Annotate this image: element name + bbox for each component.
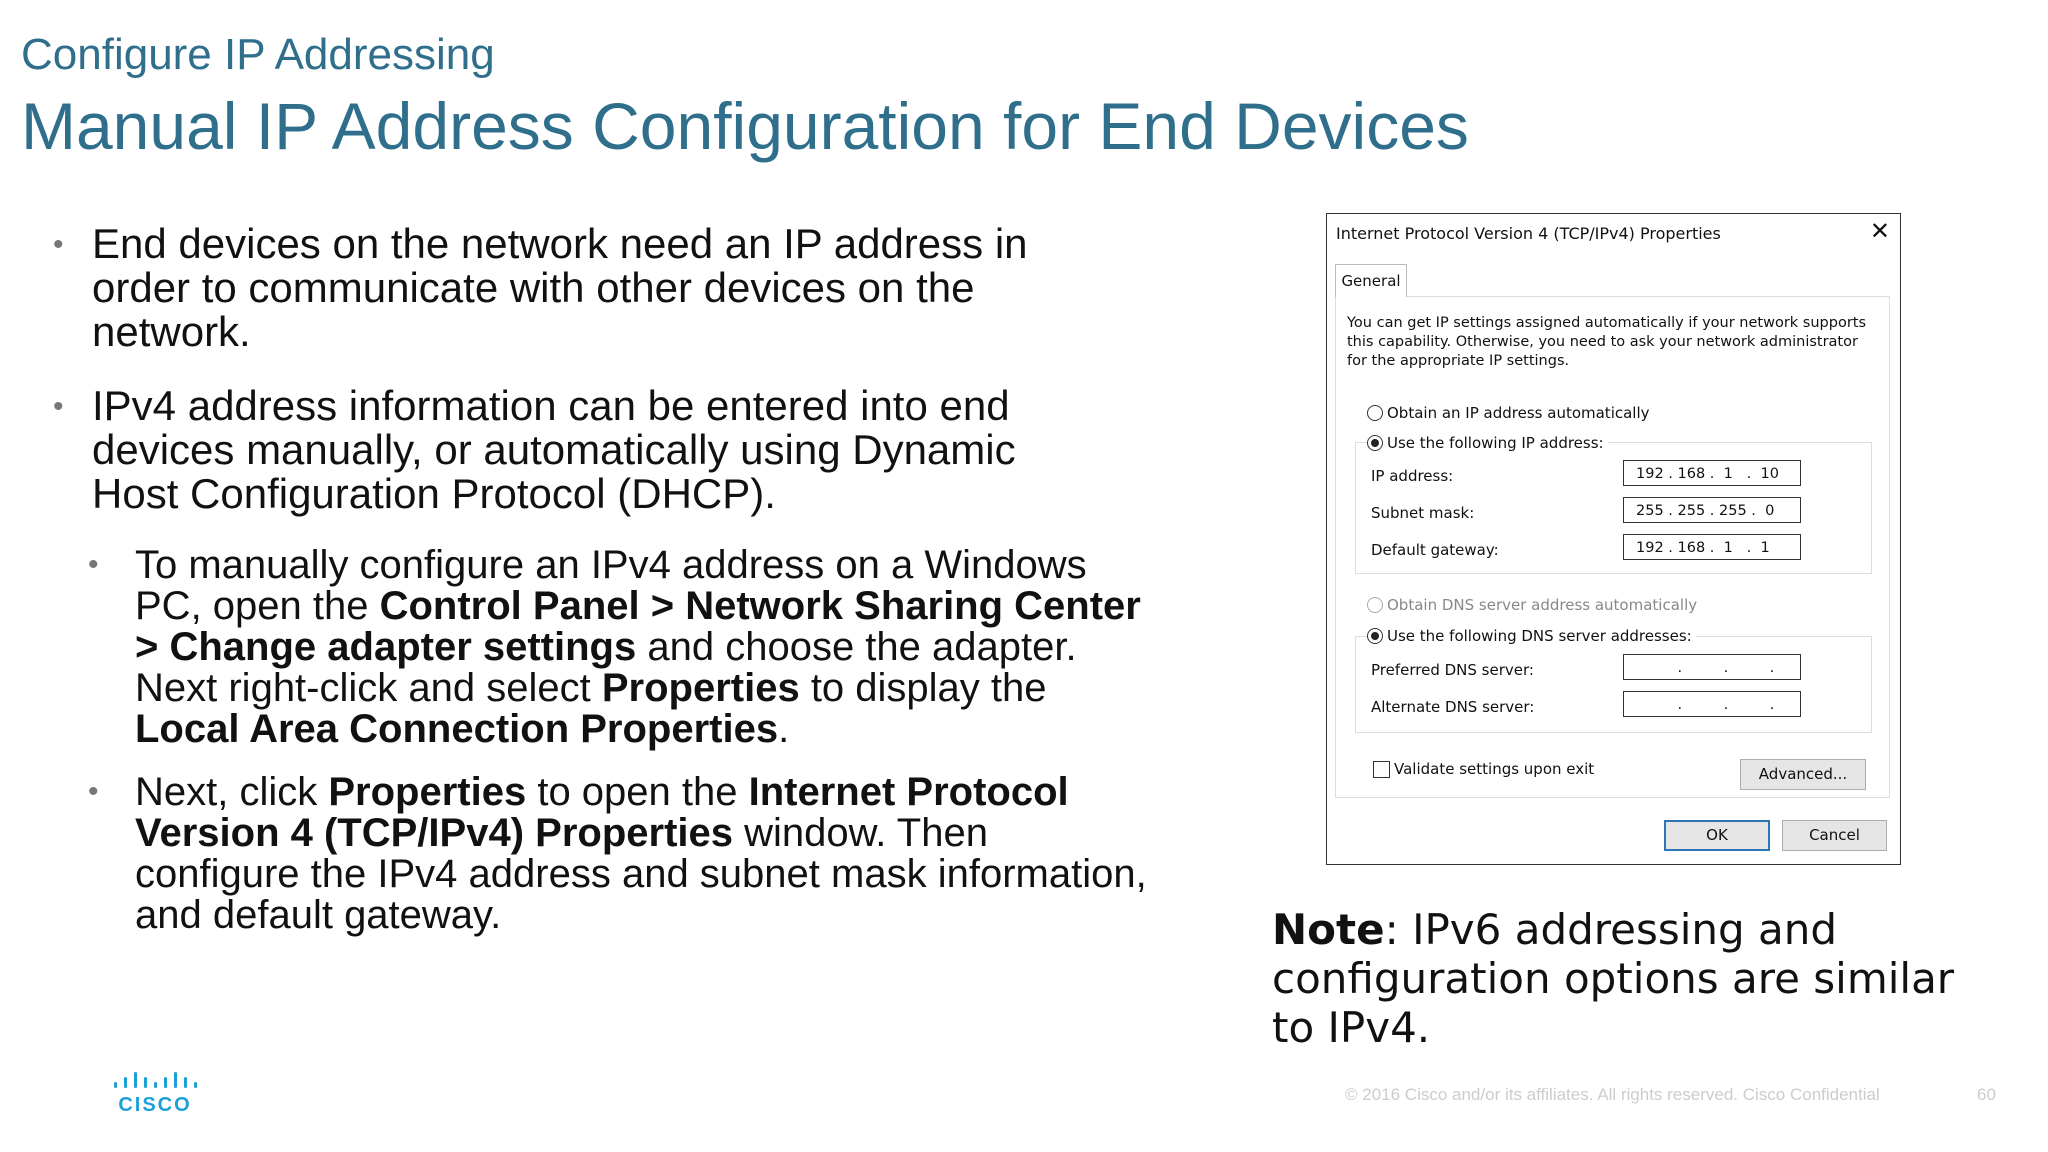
radio-checked-icon [1367, 435, 1383, 451]
dialog-description: You can get IP settings assigned automatically if your network supports this capability. Otherwise, you need to ask your network administrator for the appropriate IP settings. [1347, 315, 1867, 369]
ok-button[interactable]: OK [1664, 820, 1770, 851]
advanced-button[interactable]: Advanced... [1740, 759, 1866, 790]
slide-title: Manual IP Address Configuration for End Devices [21, 89, 1469, 163]
cancel-button[interactable]: Cancel [1782, 820, 1887, 851]
alternate-dns-label: Alternate DNS server: [1371, 698, 1535, 716]
dns-settings-group [1355, 636, 1872, 733]
use-following-ip-radio[interactable]: Use the following IP address: [1367, 434, 1608, 452]
alternate-dns-input[interactable]: . . . [1623, 691, 1801, 717]
radio-checked-icon [1367, 628, 1383, 644]
ip-address-label: IP address: [1371, 467, 1454, 485]
subnet-mask-label: Subnet mask: [1371, 504, 1475, 522]
preferred-dns-label: Preferred DNS server: [1371, 661, 1534, 679]
obtain-ip-auto-radio[interactable]: Obtain an IP address automatically [1367, 404, 1650, 422]
cisco-logo-text: CISCO [118, 1094, 192, 1114]
ip-address-input[interactable]: 192 . 168 . 1 . 10 [1623, 460, 1801, 486]
sub-bullet-1: To manually configure an IPv4 address on a Windows PC, open the Control Panel > Network Sharing Center > Change adapter settings and choose the adapter. Next right-click and select Properties to display the Local Area Connection Properties. [135, 543, 1141, 751]
bullet-2: IPv4 address information can be entered into end devices manually, or automatically using Dynamic Host Configuration Protocol (DHCP). [92, 382, 1016, 517]
section-subtitle: Configure IP Addressing [21, 30, 495, 79]
cisco-logo [112, 1068, 198, 1114]
bullet-1: End devices on the network need an IP address in order to communicate with other devices on the network. [92, 220, 1028, 355]
default-gateway-input[interactable]: 192 . 168 . 1 . 1 [1623, 534, 1801, 560]
obtain-dns-auto-radio[interactable]: Obtain DNS server address automatically [1367, 596, 1697, 614]
sub-bullet-2: Next, click Properties to open the Internet Protocol Version 4 (TCP/IPv4) Properties window. Then configure the IPv4 address and subnet mask information, and default gateway. [135, 770, 1147, 937]
page-number: 60 [1977, 1085, 1996, 1104]
copyright-text: © 2016 Cisco and/or its affiliates. All rights reserved. Cisco Confidential [1345, 1085, 1880, 1104]
use-following-dns-radio[interactable]: Use the following DNS server addresses: [1367, 627, 1696, 645]
dialog-title: Internet Protocol Version 4 (TCP/IPv4) Properties [1336, 224, 1721, 243]
preferred-dns-input[interactable]: . . . [1623, 654, 1801, 680]
sub-bullet-dot: • [88, 775, 99, 808]
tab-general[interactable]: General [1335, 264, 1407, 297]
default-gateway-label: Default gateway: [1371, 541, 1499, 559]
ipv4-properties-dialog [1326, 213, 1901, 865]
checkbox-unchecked-icon [1373, 761, 1390, 778]
bullet-dot: • [53, 390, 64, 423]
radio-unchecked-icon [1367, 405, 1383, 421]
cisco-bars-icon [112, 1068, 198, 1114]
note-text: Note: IPv6 addressing and configuration options are similar to IPv4. [1272, 905, 1955, 1052]
subnet-mask-input[interactable]: 255 . 255 . 255 . 0 [1623, 497, 1801, 523]
validate-settings-checkbox[interactable]: Validate settings upon exit [1373, 760, 1594, 778]
close-icon[interactable]: ✕ [1869, 217, 1890, 245]
sub-bullet-dot: • [88, 548, 99, 581]
radio-disabled-icon [1367, 597, 1383, 613]
bullet-dot: • [53, 228, 64, 261]
